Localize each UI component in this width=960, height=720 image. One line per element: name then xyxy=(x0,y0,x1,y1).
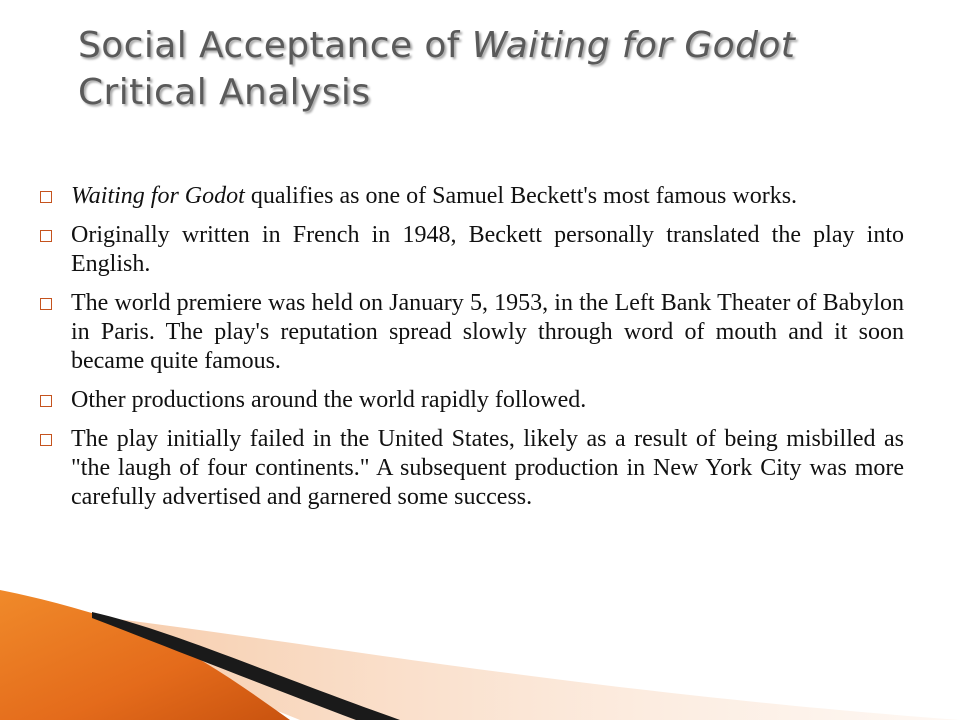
bullet-list xyxy=(36,182,904,522)
bullet-item xyxy=(36,386,904,415)
title-play-name: Waiting for Godot xyxy=(471,25,796,66)
bullet-text: qualifies as one of Samuel Beckett's most famous works. xyxy=(244,183,798,209)
hollow-square-icon xyxy=(40,395,52,407)
bullet-text: The play initially failed in the United States, likely as a result of being misbilled as "the laugh of four continents." A subsequent production in New York City was more carefully advertised and garnered some success. xyxy=(71,426,904,510)
title-line-2: Critical Analysis xyxy=(78,72,371,113)
bullet-text: The world premiere was held on January 5, 1953, in the Left Bank Theater of Babylon in Paris. The play's reputation spread slowly through word of mouth and it soon became quite famous. xyxy=(71,290,904,374)
hollow-square-icon xyxy=(40,298,52,310)
hollow-square-icon xyxy=(40,191,52,203)
bullet-text: Originally written in French in 1948, Beckett personally translated the play into English. xyxy=(71,222,904,277)
bullet-item xyxy=(36,182,904,211)
bullet-item xyxy=(36,425,904,512)
bullet-item xyxy=(36,289,904,376)
hollow-square-icon xyxy=(40,230,52,242)
title-prefix: Social Acceptance of xyxy=(78,25,472,66)
bullet-text: Other productions around the world rapidly followed. xyxy=(71,387,587,413)
title-line-1 xyxy=(78,22,938,69)
slide-title xyxy=(78,22,938,116)
bullet-italic-lead: Waiting for Godot xyxy=(71,183,245,209)
hollow-square-icon xyxy=(40,434,52,446)
bullet-item xyxy=(36,221,904,279)
